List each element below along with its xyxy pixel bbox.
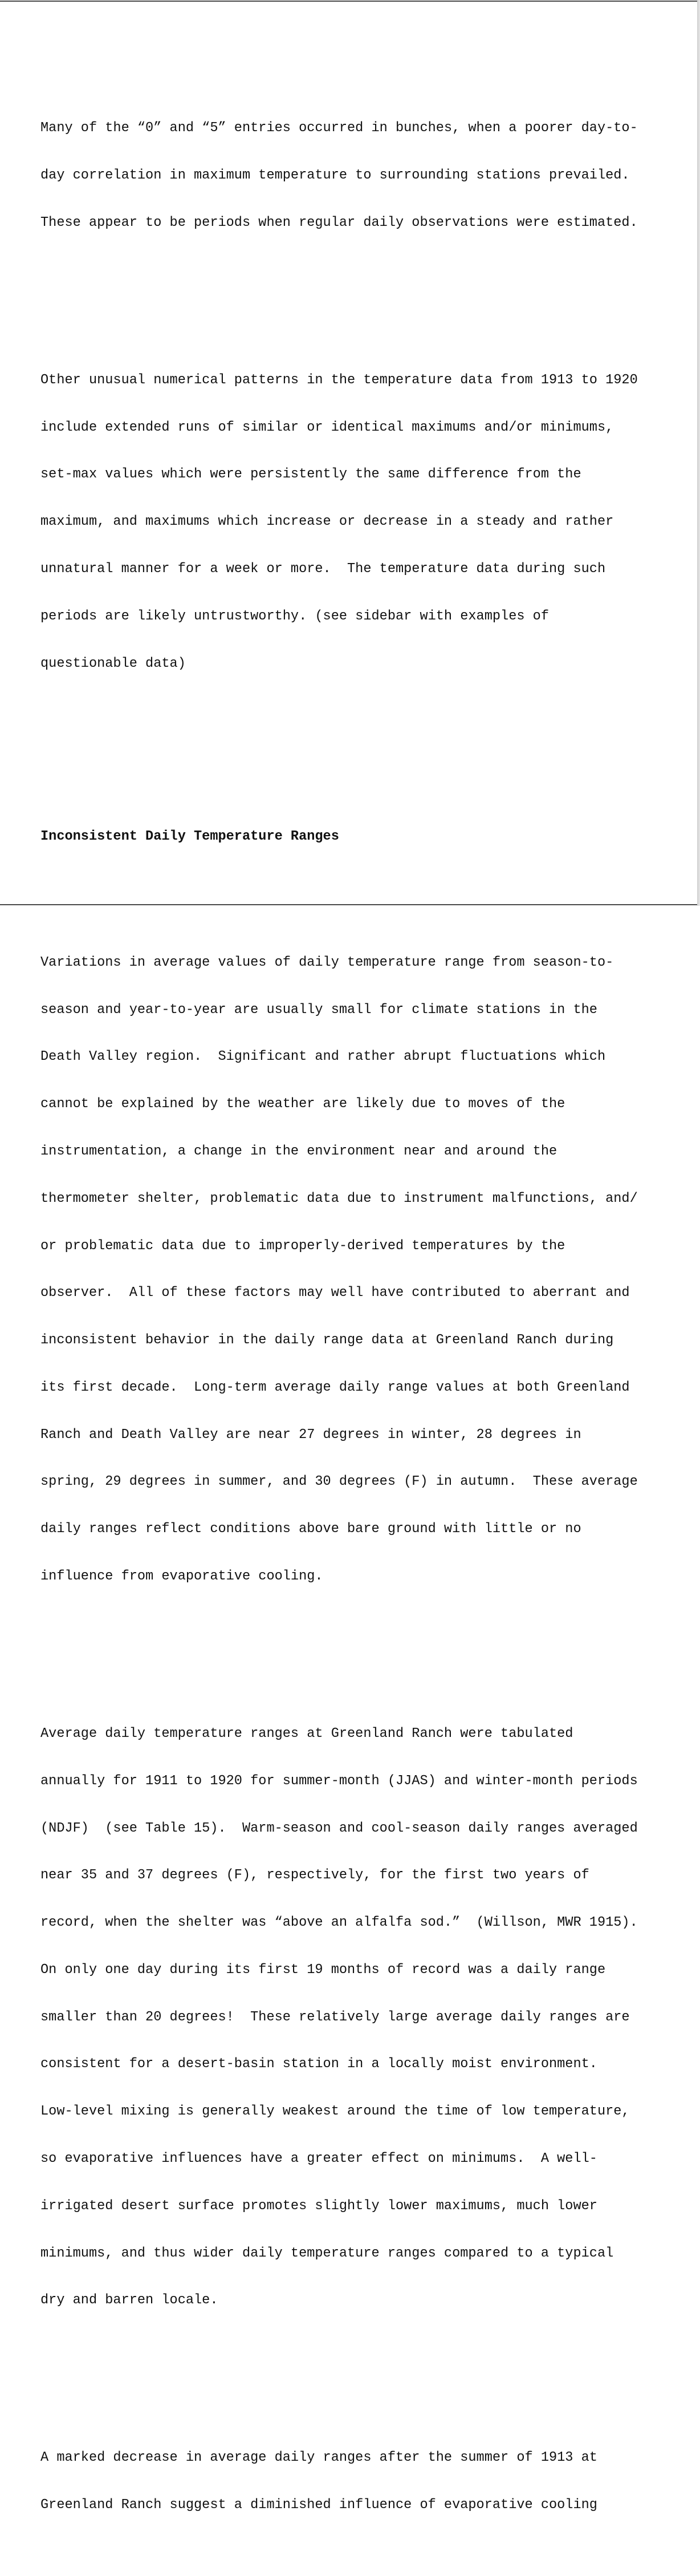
text-line: smaller than 20 degrees! These relatively large average daily ranges are — [40, 2009, 630, 2025]
text-line: day correlation in maximum temperature to surrounding stations prevailed. — [40, 168, 630, 184]
text-line: season and year-to-year are usually small for climate stations in the — [40, 1002, 597, 1018]
text-line: (NDJF) (see Table 15). Warm-season and cool-season daily ranges averaged — [40, 1820, 638, 1836]
text-line: instrumentation, a change in the environment near and around the — [40, 1143, 557, 1159]
text-line: its first decade. Long-term average daily range values at both Greenland — [40, 1379, 630, 1395]
text-line: irrigated desert surface promotes slightly lower maximums, much lower — [40, 2198, 597, 2214]
page-top-border — [0, 1, 697, 2]
text-line: questionable data) — [40, 655, 186, 671]
text-line: daily ranges reflect conditions above bare ground with little or no — [40, 1521, 581, 1537]
text-line: A marked decrease in average daily ranges after the summer of 1913 at — [40, 2450, 597, 2466]
text-line: maximum, and maximums which increase or decrease in a steady and rather — [40, 514, 614, 530]
section-heading: Inconsistent Daily Temperature Ranges — [40, 829, 339, 845]
paragraph-average-ranges — [40, 1695, 679, 2340]
text-line: Ranch and Death Valley are near 27 degrees in winter, 28 degrees in — [40, 1427, 581, 1443]
text-line: minimums, and thus wider daily temperature ranges compared to a typical — [40, 2245, 614, 2261]
text-line: influence from evaporative cooling. — [40, 1569, 323, 1585]
paragraph-variations — [40, 924, 679, 1616]
text-line: set-max values which were persistently the same difference from the — [40, 467, 581, 483]
paragraph-estimated-entries — [40, 89, 679, 262]
text-line: dry and barren locale. — [40, 2293, 218, 2308]
text-line: so evaporative influences have a greater effect on minimums. A well- — [40, 2150, 597, 2166]
text-line: thermometer shelter, problematic data due to instrument malfunctions, and/ — [40, 1190, 638, 1206]
text-line: Average daily temperature ranges at Greenland Ranch were tabulated — [40, 1726, 573, 1741]
text-line: Death Valley region. Significant and rather abrupt fluctuations which — [40, 1049, 606, 1065]
text-line: include extended runs of similar or identical maximums and/or minimums, — [40, 419, 614, 435]
viewer-side-strip — [697, 0, 700, 906]
text-line: unnatural manner for a week or more. The temperature data during such — [40, 561, 606, 577]
page-body — [40, 58, 679, 2576]
text-line: consistent for a desert-basin station in a locally moist environment. — [40, 2056, 597, 2072]
paragraph-marked-decrease — [40, 2419, 679, 2545]
text-line: Many of the “0” and “5” entries occurred in bunches, when a poorer day-to- — [40, 120, 638, 136]
text-line: Greenland Ranch suggest a diminished influence of evaporative cooling — [40, 2497, 597, 2513]
text-line: inconsistent behavior in the daily range data at Greenland Ranch during — [40, 1332, 614, 1348]
text-line: or problematic data due to improperly-derived temperatures by the — [40, 1238, 565, 1254]
paragraph-unusual-patterns — [40, 341, 679, 703]
text-line: near 35 and 37 degrees (F), respectively, for the first two years of — [40, 1868, 589, 1884]
text-line: annually for 1911 to 1920 for summer-month (JJAS) and winter-month periods — [40, 1773, 638, 1789]
text-line: record, when the shelter was “above an alfalfa sod.” (Willson, MWR 1915). — [40, 1915, 638, 1931]
text-line: Low-level mixing is generally weakest around the time of low temperature, — [40, 2104, 630, 2120]
text-line: These appear to be periods when regular daily observations were estimated. — [40, 214, 638, 230]
text-line: Other unusual numerical patterns in the temperature data from 1913 to 1920 — [40, 372, 638, 388]
text-line: Variations in average values of daily temperature range from season-to- — [40, 954, 614, 970]
text-line: periods are likely untrustworthy. (see sidebar with examples of — [40, 608, 549, 624]
text-line: On only one day during its first 19 months of record was a daily range — [40, 1962, 606, 1978]
text-line: spring, 29 degrees in summer, and 30 degrees (F) in autumn. These average — [40, 1474, 638, 1490]
text-line: cannot be explained by the weather are likely due to moves of the — [40, 1096, 565, 1112]
text-line: observer. All of these factors may well have contributed to aberrant and — [40, 1285, 630, 1301]
